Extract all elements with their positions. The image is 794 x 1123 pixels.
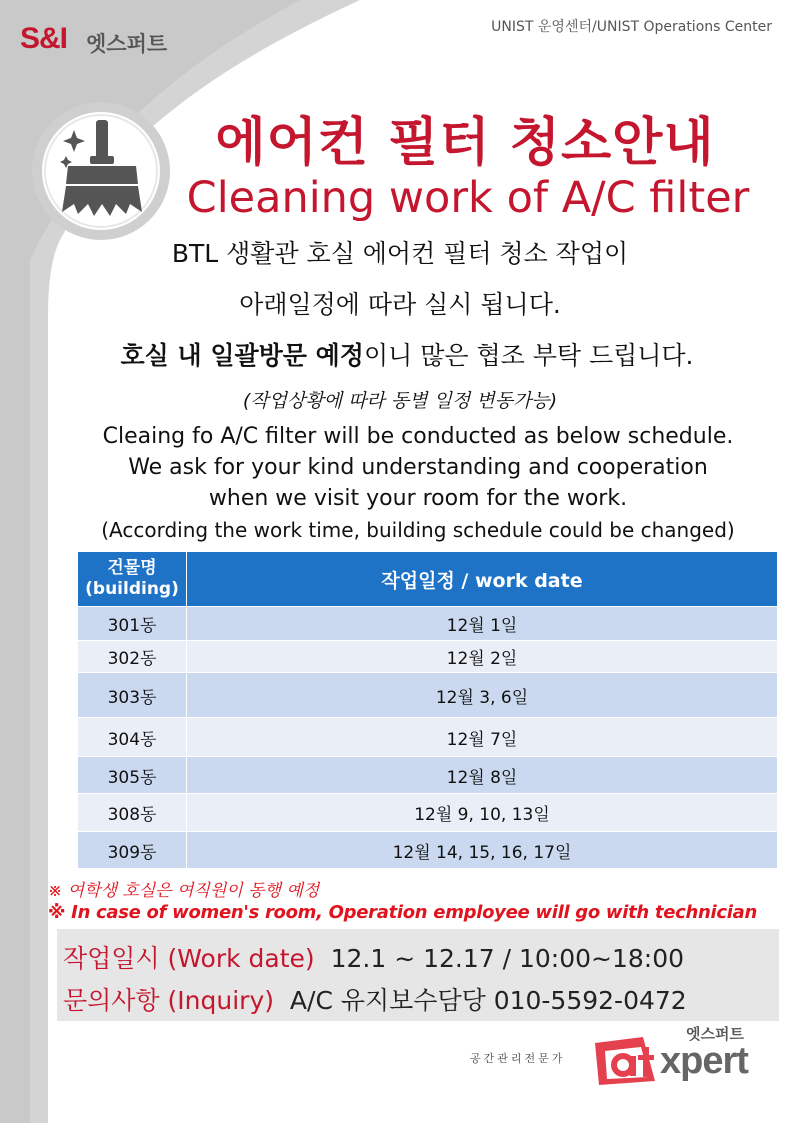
row-date: 12월 8일 — [187, 757, 778, 794]
atxpert-brand-word: xpert — [660, 1040, 748, 1082]
notice-ko-line3-rest: 이니 많은 협조 부탁 드립니다. — [363, 341, 694, 370]
row-building: 308동 — [78, 794, 187, 832]
operations-center-label: UNIST 운영센터/UNIST Operations Center — [491, 19, 772, 35]
si-logo-text: 엣스퍼트 — [86, 32, 168, 56]
notice-ko-line3-bold: 호실 내 일괄방문 예정 — [120, 341, 364, 370]
note-korean: ※ 여학생 호실은 여직원이 동행 예정 — [48, 881, 320, 901]
header-work-date: 작업일정 / work date — [187, 552, 778, 607]
table-row — [78, 757, 778, 794]
row-building: 301동 — [78, 607, 187, 641]
row-building: 309동 — [78, 832, 187, 869]
inquiry-label: 문의사항 (Inquiry) — [63, 986, 275, 1015]
table-row — [78, 718, 778, 757]
schedule-table — [77, 551, 778, 869]
header-building — [78, 552, 187, 607]
inquiry-row — [63, 981, 687, 1017]
row-date: 12월 3, 6일 — [187, 673, 778, 718]
notice-ko-line4: (작업상황에 따라 동별 일정 변동가능) — [242, 390, 558, 412]
row-date: 12월 7일 — [187, 718, 778, 757]
title-korean: 에어컨 필터 청소안내 — [215, 113, 715, 173]
footer-tagline: 공간관리전문가 — [470, 1052, 566, 1065]
work-date-row — [63, 939, 684, 975]
table-row — [78, 673, 778, 718]
notice-ko-line1: BTL 생활관 호실 에어컨 필터 청소 작업이 — [171, 239, 629, 268]
notice-en-line2: We ask for your kind understanding and cooperation — [128, 455, 708, 480]
notice-en-line4: (According the work time, building schedule could be changed) — [101, 518, 735, 542]
header-building-en: (building) — [85, 579, 179, 599]
notice-ko-line2: 아래일정에 따라 실시 됩니다. — [239, 290, 561, 319]
inquiry-value: A/C 유지보수담당 010-5592-0472 — [289, 986, 687, 1015]
notice-en-line1: Cleaing fo A/C filter will be conducted as below schedule. — [102, 424, 734, 449]
note-english: ※ In case of women's room, Operation employee will go with technician — [48, 902, 757, 923]
table-row — [78, 641, 778, 673]
si-logo-mark: S&I — [20, 22, 68, 55]
row-date: 12월 1일 — [187, 607, 778, 641]
row-building: 305동 — [78, 757, 187, 794]
table-row — [78, 832, 778, 869]
row-building: 302동 — [78, 641, 187, 673]
atxpert-brand-korean: 엣스퍼트 — [686, 1025, 744, 1043]
notice-ko-line3 — [20, 336, 794, 372]
row-date: 12월 14, 15, 16, 17일 — [187, 832, 778, 869]
row-building: 304동 — [78, 718, 187, 757]
row-date: 12월 2일 — [187, 641, 778, 673]
title-english: Cleaning work of A/C filter — [186, 173, 750, 223]
notice-en-line3: when we visit your room for the work. — [208, 486, 628, 511]
info-box — [57, 929, 779, 1021]
table-row — [78, 607, 778, 641]
row-date: 12월 9, 10, 13일 — [187, 794, 778, 832]
header-building-ko: 건물명 — [107, 558, 157, 578]
work-date-label: 작업일시 (Work date) — [63, 944, 315, 973]
work-date-value: 12.1 ~ 12.17 / 10:00~18:00 — [330, 944, 685, 973]
row-building: 303동 — [78, 673, 187, 718]
table-row — [78, 794, 778, 832]
